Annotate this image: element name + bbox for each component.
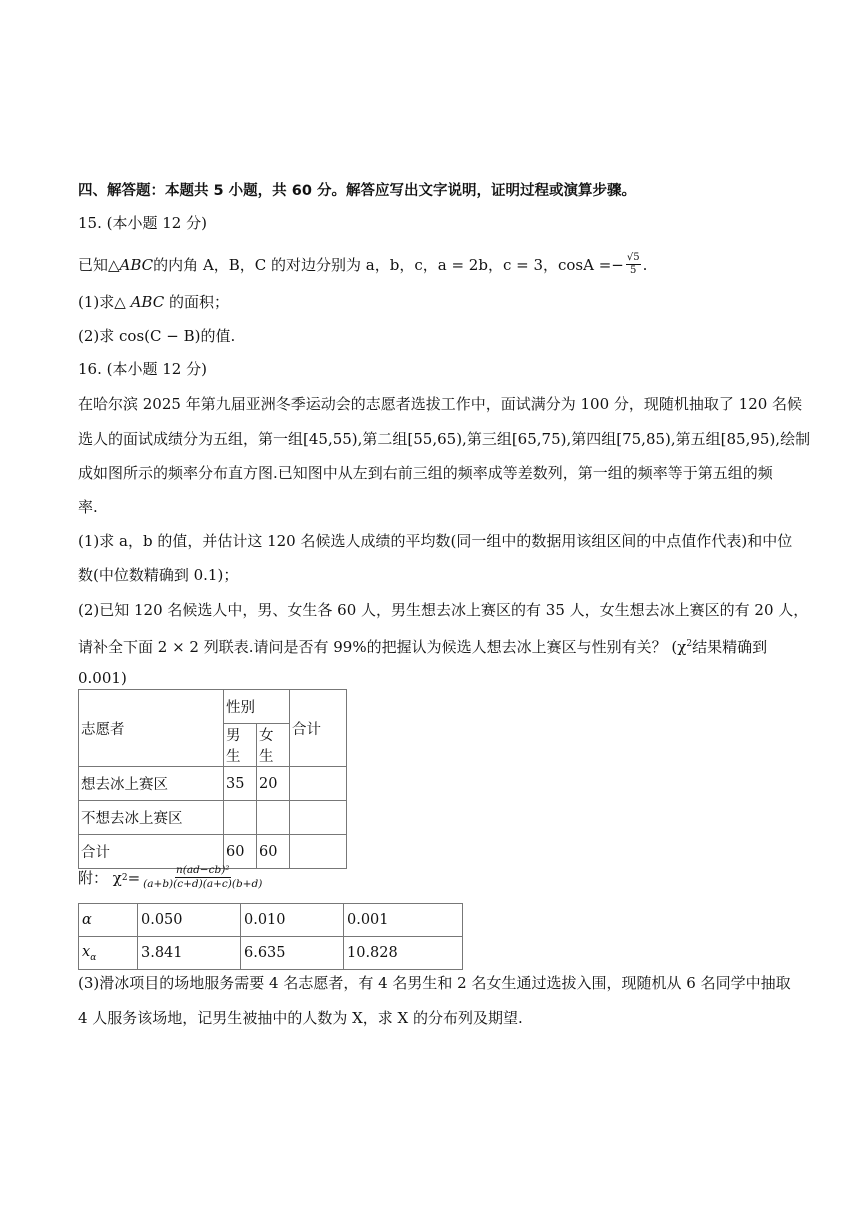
formula-equals: = [127,868,141,887]
alpha-value: 0.050 [138,904,241,937]
q16-part1-line-1: (1)求 a，b 的值，并估计这 120 名候选人成绩的平均数(同一组中的数据用该组区间的中点值作代表)和中位 [78,532,793,550]
alpha-label: α [79,904,138,937]
q15-stem-end: . [642,255,648,274]
x-value: 10.828 [344,937,463,970]
formula-prefix: 附： χ [78,869,122,887]
x-value: 6.635 [241,937,344,970]
q15-part1 [78,292,229,312]
q16-part3-line-2: 4 人服务该场地，记男生被抽中的人数为 X，求 X 的分布列及期望. [78,1009,523,1027]
q15-stem-abc: ABC [119,255,154,274]
alpha-value: 0.001 [344,904,463,937]
q15-stem-mid: 的内角 A，B，C 的对边分别为 a，b，c，a = 2b，c = 3，cosA =− [153,255,624,274]
fraction-denominator: 5 [630,265,637,276]
q16-part2-line-2-prefix: 请补全下面 2 × 2 列联表.请问是否有 99%的把握认为候选人想去冰上赛区与性别有关？ (χ [78,638,687,656]
cell-total [290,801,347,835]
cell-total [290,767,347,801]
q16-part2-line-2-suffix: 结果精确到 [692,638,768,656]
q15-part2: (2)求 cos(C − B)的值. [78,327,236,345]
table-row [79,801,347,835]
cell-male: 35 [224,767,257,801]
x-label: x [82,943,91,960]
q16-paragraph-line-1: 在哈尔滨 2025 年第九届亚洲冬季运动会的志愿者选拔工作中，面试满分为 100 分，现随机抽取了 120 名候 [78,395,803,413]
cell-female: 20 [257,767,290,801]
row-label: 不想去冰上赛区 [79,801,224,835]
cell-male: 60 [224,835,257,869]
critical-value-table [78,903,463,970]
q16-part2-line-3: 0.001) [78,669,127,687]
q15-stem [78,252,647,277]
alpha-value: 0.010 [241,904,344,937]
table-row [79,937,463,970]
chi-square-formula [78,864,265,891]
q15-part1-suffix: 的面积； [164,293,229,311]
formula-denominator: (a+b)(c+d)(a+c)(b+d) [143,878,263,890]
q15-stem-prefix: 已知△ [78,255,120,274]
q16-part2-line-1: (2)已知 120 名候选人中，男、女生各 60 人，男生想去冰上赛区的有 35 人，女生想去冰上赛区的有 20 人， [78,601,809,619]
table-row [79,904,463,937]
chi-square-superscript: 2 [686,639,693,649]
formula-numerator: n(ad−cb)² [175,864,230,876]
formula-superscript: 2 [121,872,128,883]
q16-part3-line-1: (3)滑冰项目的场地服务需要 4 名志愿者，有 4 名男生和 2 名女生通过选拔入围，现随机从 6 名同学中抽取 [78,974,791,992]
q16-part1-line-2: 数(中位数精确到 0.1)； [78,566,239,584]
cell-female: 60 [257,835,290,869]
q16-paragraph-line-4: 率. [78,498,98,516]
cell-total [290,835,347,869]
contingency-table [78,689,347,869]
q16-header: 16. (本小题 12 分) [78,360,207,378]
row-label: 想去冰上赛区 [79,767,224,801]
q16-part2-line-2 [78,634,767,657]
cos-a-fraction [626,252,641,277]
cell-female [257,801,290,835]
x-alpha-label [79,937,138,970]
table-row [79,767,347,801]
q16-paragraph-line-2: 选人的面试成绩分为五组，第一组[45,55),第二组[55,65),第三组[65,75),第四组[75,85),第五组[85,95),绘制 [78,430,811,448]
x-subscript: α [90,952,97,963]
table-male-header: 男生 [224,724,257,767]
section-heading: 四、解答题：本题共 5 小题，共 60 分。解答应写出文字说明，证明过程或演算步骤。 [78,183,636,199]
row-label: 合计 [79,835,224,869]
q15-part1-prefix: (1)求△ [78,293,131,311]
formula-fraction [142,864,263,891]
q15-part1-abc: ABC [130,293,165,311]
q15-header: 15. (本小题 12 分) [78,214,207,232]
table-corner: 志愿者 [79,690,224,767]
fraction-numerator: √5 [626,252,640,263]
q16-paragraph-line-3: 成如图所示的频率分布直方图.已知图中从左到右前三组的频率成等差数列，第一组的频率等于第五组的频 [78,464,773,482]
cell-male [224,801,257,835]
table-gender-header: 性别 [224,690,290,724]
table-female-header: 女生 [257,724,290,767]
x-value: 3.841 [138,937,241,970]
table-total-header: 合计 [290,690,347,767]
